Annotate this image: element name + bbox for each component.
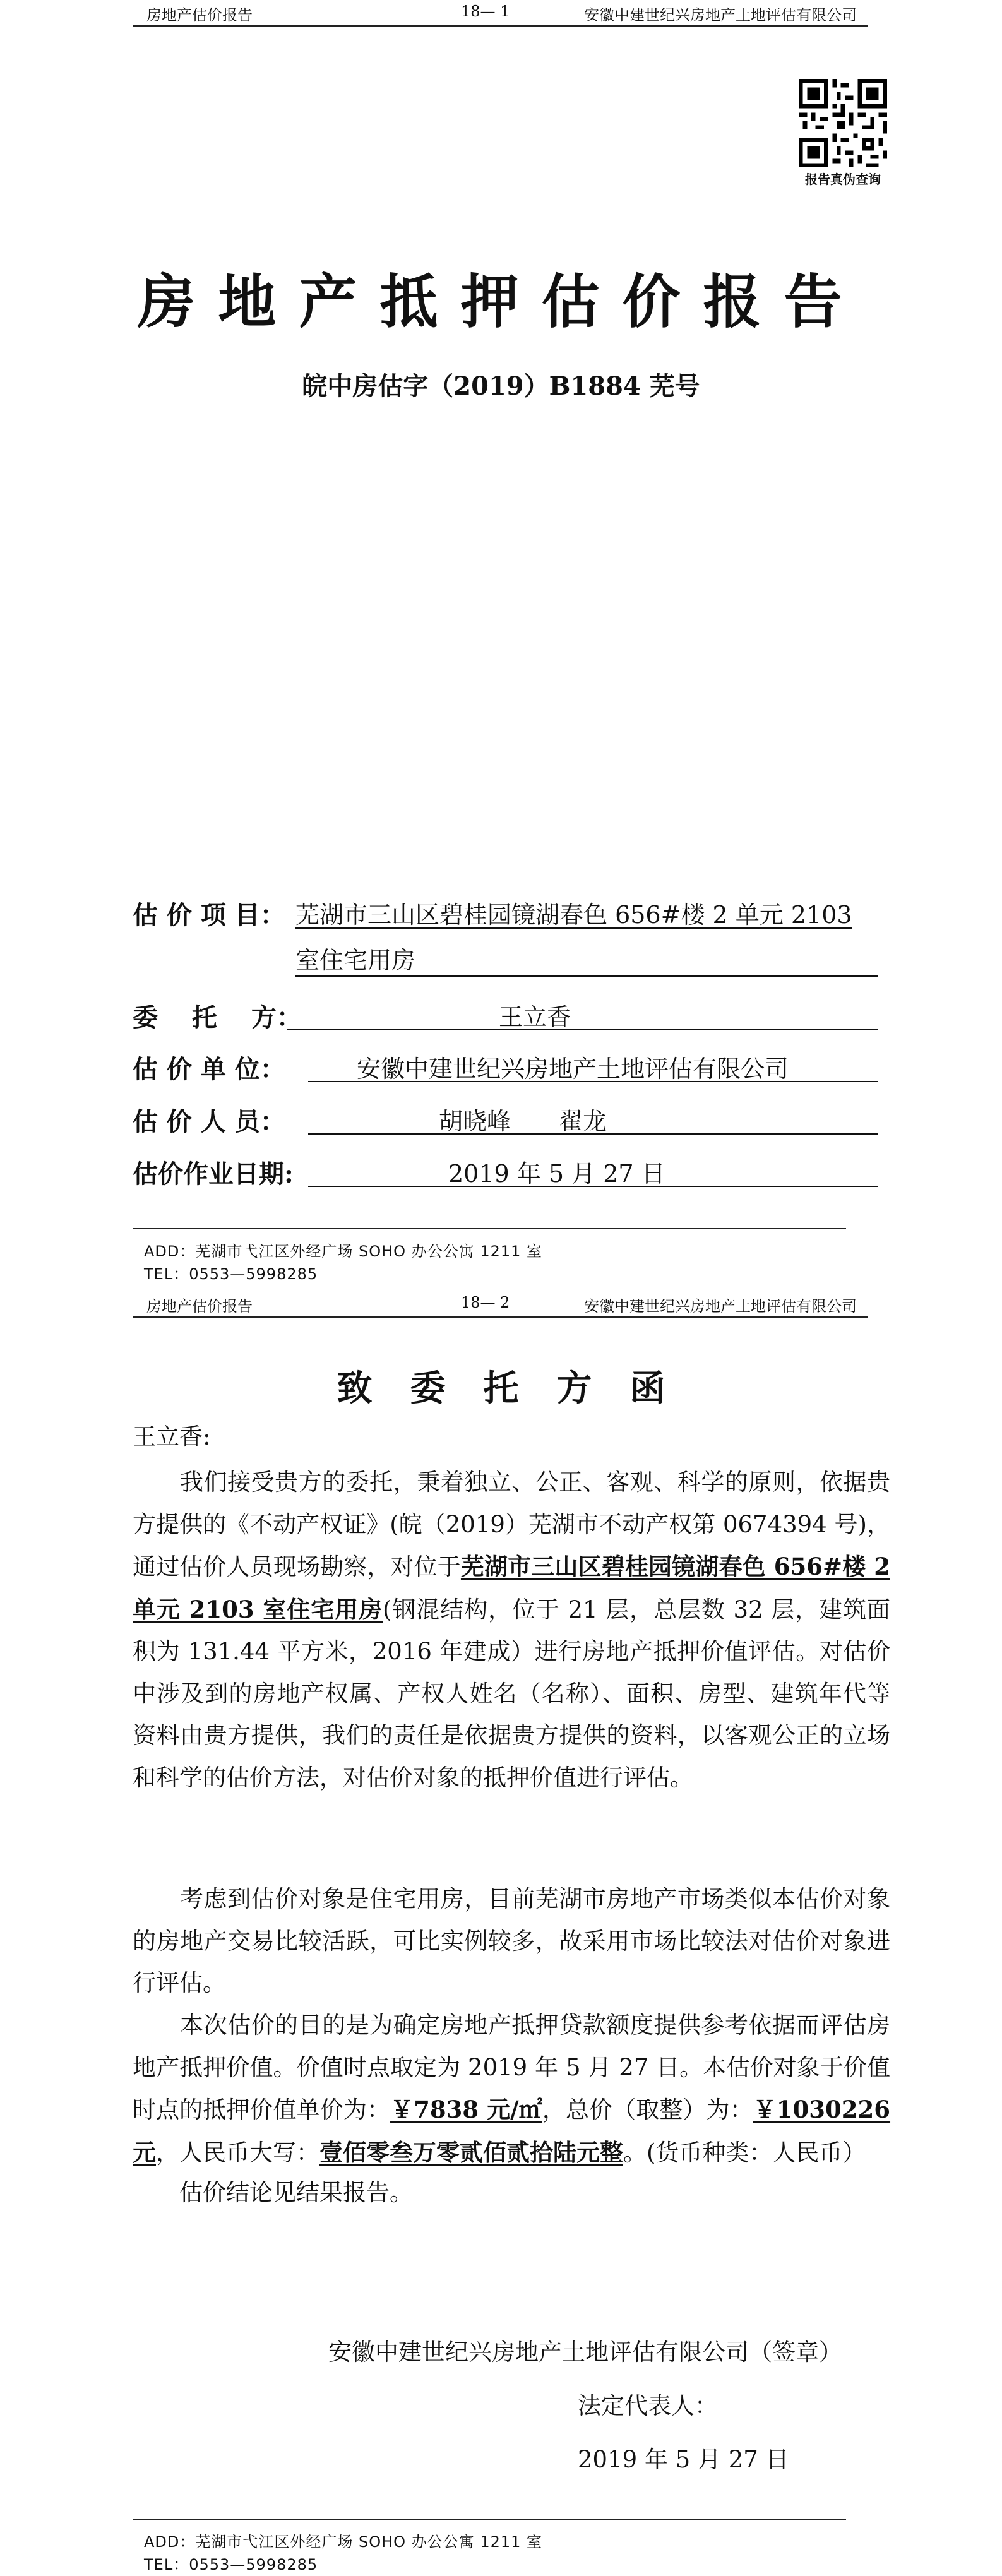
total-price: ￥1030226 元 xyxy=(133,2096,891,2166)
page2-footer-rule xyxy=(133,2519,846,2520)
appraisers-label: 估 价 人 员： xyxy=(133,1107,285,1136)
header-left: 房地产估价报告 xyxy=(146,6,253,24)
appraisers-value: 胡晓峰 翟龙 xyxy=(439,1107,607,1135)
p3-currency: 。(货币种类：人民币） xyxy=(623,2138,866,2166)
project-value-line2: 室住宅用房 xyxy=(295,946,416,974)
paragraph-4: 估价结论见结果报告。 xyxy=(133,2179,413,2206)
header-page-number: 18— 2 xyxy=(461,1294,510,1311)
appraiser-org-label: 估 价 单 位： xyxy=(133,1054,285,1084)
client-value: 王立香 xyxy=(499,1003,571,1031)
client-underline xyxy=(287,1029,878,1030)
total-price-words: 壹佰零叁万零贰佰贰拾陆元整 xyxy=(319,2138,623,2166)
page1-footer-rule xyxy=(133,1228,846,1229)
p1-property: 芜湖市三山区碧桂园镜湖春色 656#楼 2 单元 2103 室住宅用房 xyxy=(133,1553,890,1623)
date-label: 估价作业日期: xyxy=(133,1159,294,1189)
paragraph-2: 考虑到估价对象是住宅用房，目前芜湖市房地产市场类似本估价对象的房地产交易比较活跃，可比实例较多，故采用市场比较法对估价对象进行评估。 xyxy=(133,1885,890,1996)
report-title: 房地产抵押估价报告 xyxy=(137,268,865,336)
date-underline xyxy=(308,1186,878,1187)
footer-tel: TEL：0553—5998285 xyxy=(144,1265,318,1283)
project-value-line1: 芜湖市三山区碧桂园镜湖春色 656#楼 2 单元 2103 xyxy=(295,901,852,929)
paragraph-3 xyxy=(133,2005,890,2174)
qr-caption: 报告真伪查询 xyxy=(805,172,881,187)
header-company: 安徽中建世纪兴房地产土地评估有限公司 xyxy=(584,1297,857,1315)
footer-address: ADD：芜湖市弋江区外经广场 SOHO 办公公寓 1211 室 xyxy=(144,1243,543,1260)
legal-representative: 法定代表人： xyxy=(578,2392,718,2419)
appraiser-org-underline xyxy=(308,1081,878,1082)
qr-code-icon xyxy=(799,79,887,167)
unit-price: ￥7838 元/㎡ xyxy=(390,2096,542,2123)
client-label: 委 托 方： xyxy=(133,1003,302,1032)
signature-company: 安徽中建世纪兴房地产土地评估有限公司（签章） xyxy=(328,2339,842,2366)
project-underline xyxy=(295,975,878,977)
p3-total-label: ，总价（取整）为： xyxy=(542,2096,753,2123)
paragraph-1 xyxy=(133,1462,890,1799)
page1-header xyxy=(133,0,868,27)
signature-date: 2019 年 5 月 27 日 xyxy=(578,2446,789,2473)
date-value: 2019 年 5 月 27 日 xyxy=(448,1160,665,1188)
p1-details: (钢混结构，位于 21 层，总层数 32 层，建筑面积为 131.44 平方米，2016 年建成）进行房地产抵押价值评估。对估价中涉及到的房地产权属、产权人姓名（名称）、面积、房型、建筑年代等资料由贵方提供，我们的责任是依据贵方提供的资料，以客观公正的立场和科学的估价方法，对估价对象的抵押价值进行评估。 xyxy=(133,1595,890,1791)
document-number: 皖中房估字（2019）B1884 芜号 xyxy=(302,371,700,401)
header-company: 安徽中建世纪兴房地产土地评估有限公司 xyxy=(584,6,857,24)
footer-tel: TEL：0553—5998285 xyxy=(144,2556,318,2573)
letter-title: 致委托方函 xyxy=(337,1368,703,1409)
p3-intro: 本次估价的目的是为确定房地产抵押贷款额度提供参考依据而评估房地产抵押价值。价值时点取定为 2019 年 5 月 27 日。本估价对象于价值时点的抵押价值单价为： xyxy=(133,2012,890,2123)
project-label: 估 价 项 目： xyxy=(133,900,285,930)
p3-rmb-label: ，人民币大写： xyxy=(156,2138,319,2166)
header-page-number: 18— 1 xyxy=(461,3,510,20)
salutation: 王立香: xyxy=(133,1423,211,1450)
footer-address: ADD：芜湖市弋江区外经广场 SOHO 办公公寓 1211 室 xyxy=(144,2533,543,2551)
appraisers-underline xyxy=(308,1133,878,1135)
header-left: 房地产估价报告 xyxy=(146,1297,253,1315)
page2-header xyxy=(133,1291,868,1318)
p1-intro: 我们接受贵方的委托，秉着独立、公正、客观、科学的原则，依据贵方提供的《不动产权证》(皖（2019）芜湖市不动产权第 0674394 号)，通过估价人员现场勘察，对位于 xyxy=(133,1469,890,1580)
appraiser-org-value: 安徽中建世纪兴房地产土地评估有限公司 xyxy=(357,1055,789,1083)
